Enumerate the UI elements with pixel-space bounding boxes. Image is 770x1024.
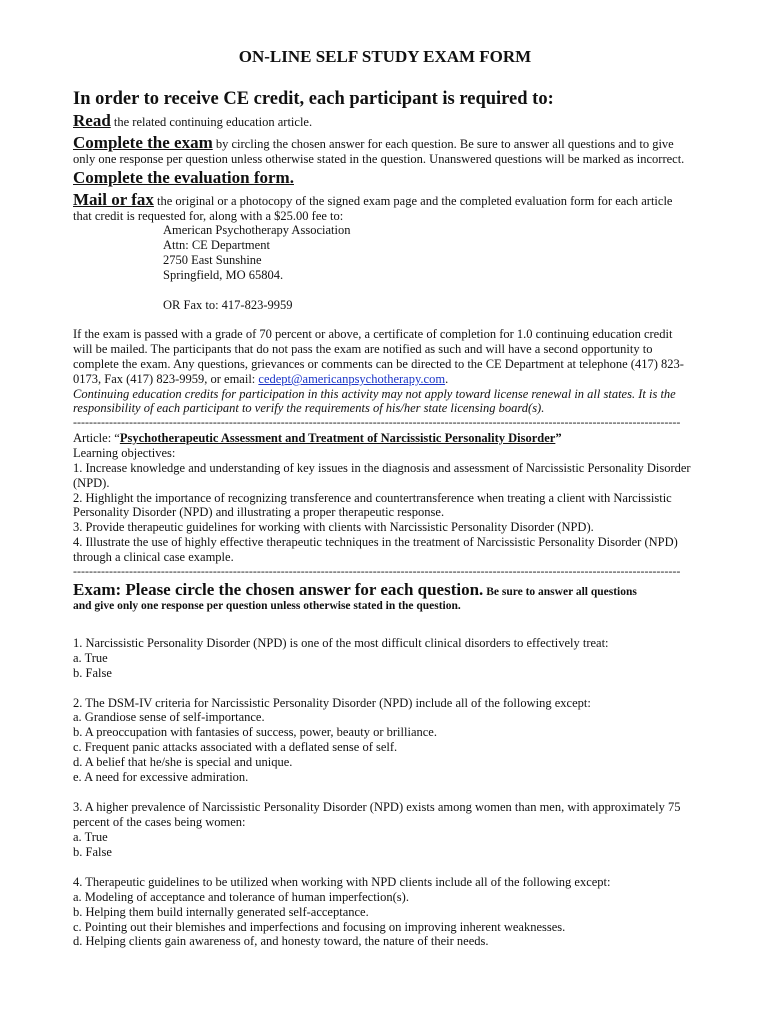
answer-option[interactable]: e. A need for excessive admiration. [73,770,249,784]
answer-option[interactable]: a. True [73,651,108,665]
answer-option[interactable]: c. Frequent panic attacks associated with a deflated sense of self. [73,740,398,754]
answer-option[interactable]: b. Helping them build internally generated self-acceptance. [73,905,369,919]
objective-line: (NPD). [73,476,110,490]
answer-option[interactable]: d. A belief that he/she is special and unique. [73,755,293,769]
complete-exam-line2: only one response per question unless otherwise stated in the question. Unanswered questions will be marked as incorrect. [73,152,685,166]
read-text: the related continuing education article. [110,115,313,129]
article-prefix: Article: “ [73,431,120,445]
question-text: 1. Narcissistic Personality Disorder (NPD) is one of the most difficult clinical disorders to effectively treat: [73,636,609,650]
complete-exam-instruction [73,133,674,153]
mail-instruction [73,190,672,210]
complete-exam-text: by circling the chosen answer for each question. Be sure to answer all questions and to give [212,137,674,151]
exam-heading-row [73,580,637,600]
objectives-heading: Learning objectives: [73,446,176,460]
article-suffix: ” [555,431,562,445]
complete-exam-word: Complete the exam [73,133,213,152]
email-period: . [445,372,449,386]
complete-eval-instruction: Complete the evaluation form. [73,168,294,187]
address-line: Springfield, MO 65804. [163,268,284,282]
disclaimer-line: Continuing education credits for participation in this activity may not apply toward license renewal in all states. It is the [73,387,676,401]
pass-line: complete the exam. Any questions, grievances or comments can be directed to the CE Department at telephone (417) 823- [73,357,684,371]
disclaimer-line: responsibility of each participant to verify the requirements of his/her state licensing board(s). [73,401,545,415]
answer-option[interactable]: a. Grandiose sense of self-importance. [73,710,265,724]
objective-line: 2. Highlight the importance of recognizing transference and countertransference when treating a client with Narcissistic [73,491,672,505]
objective-line: Personality Disorder (NPD) and illustrating a proper therapeutic response. [73,505,445,519]
address-line: American Psychotherapy Association [163,223,351,237]
pass-line: If the exam is passed with a grade of 70 percent or above, a certificate of completion for 1.0 continuing education credit [73,327,673,341]
question-text: 4. Therapeutic guidelines to be utilized when working with NPD clients include all of the following except: [73,875,611,889]
pass-line: will be mailed. The participants that do not pass the exam are notified as such and will have a second opportunity to [73,342,653,356]
article-title: Psychotherapeutic Assessment and Treatment of Narcissistic Personality Disorder [119,431,556,445]
email-link[interactable]: cedept@americanpsychotherapy.com [258,372,446,386]
mail-text: the original or a photocopy of the signed exam page and the completed evaluation form for each article [153,194,673,208]
article-line [73,431,562,446]
answer-option[interactable]: c. Pointing out their blemishes and imperfections and focusing on improving inherent weaknesses. [73,920,566,934]
read-word: Read [73,111,111,130]
mail-word: Mail or fax [73,190,154,209]
intro-heading: In order to receive CE credit, each participant is required to: [73,89,554,109]
exam-tail-line2: and give only one response per question unless otherwise stated in the question. [73,600,461,612]
address-line: Attn: CE Department [163,238,270,252]
answer-option[interactable]: d. Helping clients gain awareness of, and honesty toward, the nature of their needs. [73,934,489,948]
divider: -------------------------------------------------------------------------------------------------------------------------------------------------------- [73,415,681,429]
fax-line: OR Fax to: 417-823-9959 [163,298,293,312]
answer-option[interactable]: a. True [73,830,108,844]
question-text: percent of the cases being women: [73,815,246,829]
pass-line: 0173, Fax (417) 823-9959, or email: [73,372,259,386]
answer-option[interactable]: b. False [73,666,112,680]
question-text: 2. The DSM-IV criteria for Narcissistic Personality Disorder (NPD) include all of the following except: [73,696,591,710]
objective-line: 1. Increase knowledge and understanding of key issues in the diagnosis and assessment of Narcissistic Personality Disorder [73,461,691,475]
exam-heading: Exam: Please circle the chosen answer for each question. [73,580,484,599]
answer-option[interactable]: b. False [73,845,112,859]
address-line: 2750 East Sunshine [163,253,262,267]
objective-line: through a clinical case example. [73,550,234,564]
question-text: 3. A higher prevalence of Narcissistic Personality Disorder (NPD) exists among women than men, with approximately 75 [73,800,681,814]
page-title: ON-LINE SELF STUDY EXAM FORM [238,47,532,66]
pass-line-email [73,372,448,387]
mail-line2: that credit is requested for, along with a $25.00 fee to: [73,209,344,223]
exam-tail: Be sure to answer all questions [483,586,637,598]
answer-option[interactable]: a. Modeling of acceptance and tolerance of human imperfection(s). [73,890,409,904]
answer-option[interactable]: b. A preoccupation with fantasies of success, power, beauty or brilliance. [73,725,437,739]
objective-line: 3. Provide therapeutic guidelines for working with clients with Narcissistic Personality Disorder (NPD). [73,520,594,534]
objective-line: 4. Illustrate the use of highly effective therapeutic techniques in the treatment of Narcissistic Personality Disorder (NPD) [73,535,678,549]
divider: -------------------------------------------------------------------------------------------------------------------------------------------------------- [73,564,681,578]
read-instruction [73,111,312,131]
